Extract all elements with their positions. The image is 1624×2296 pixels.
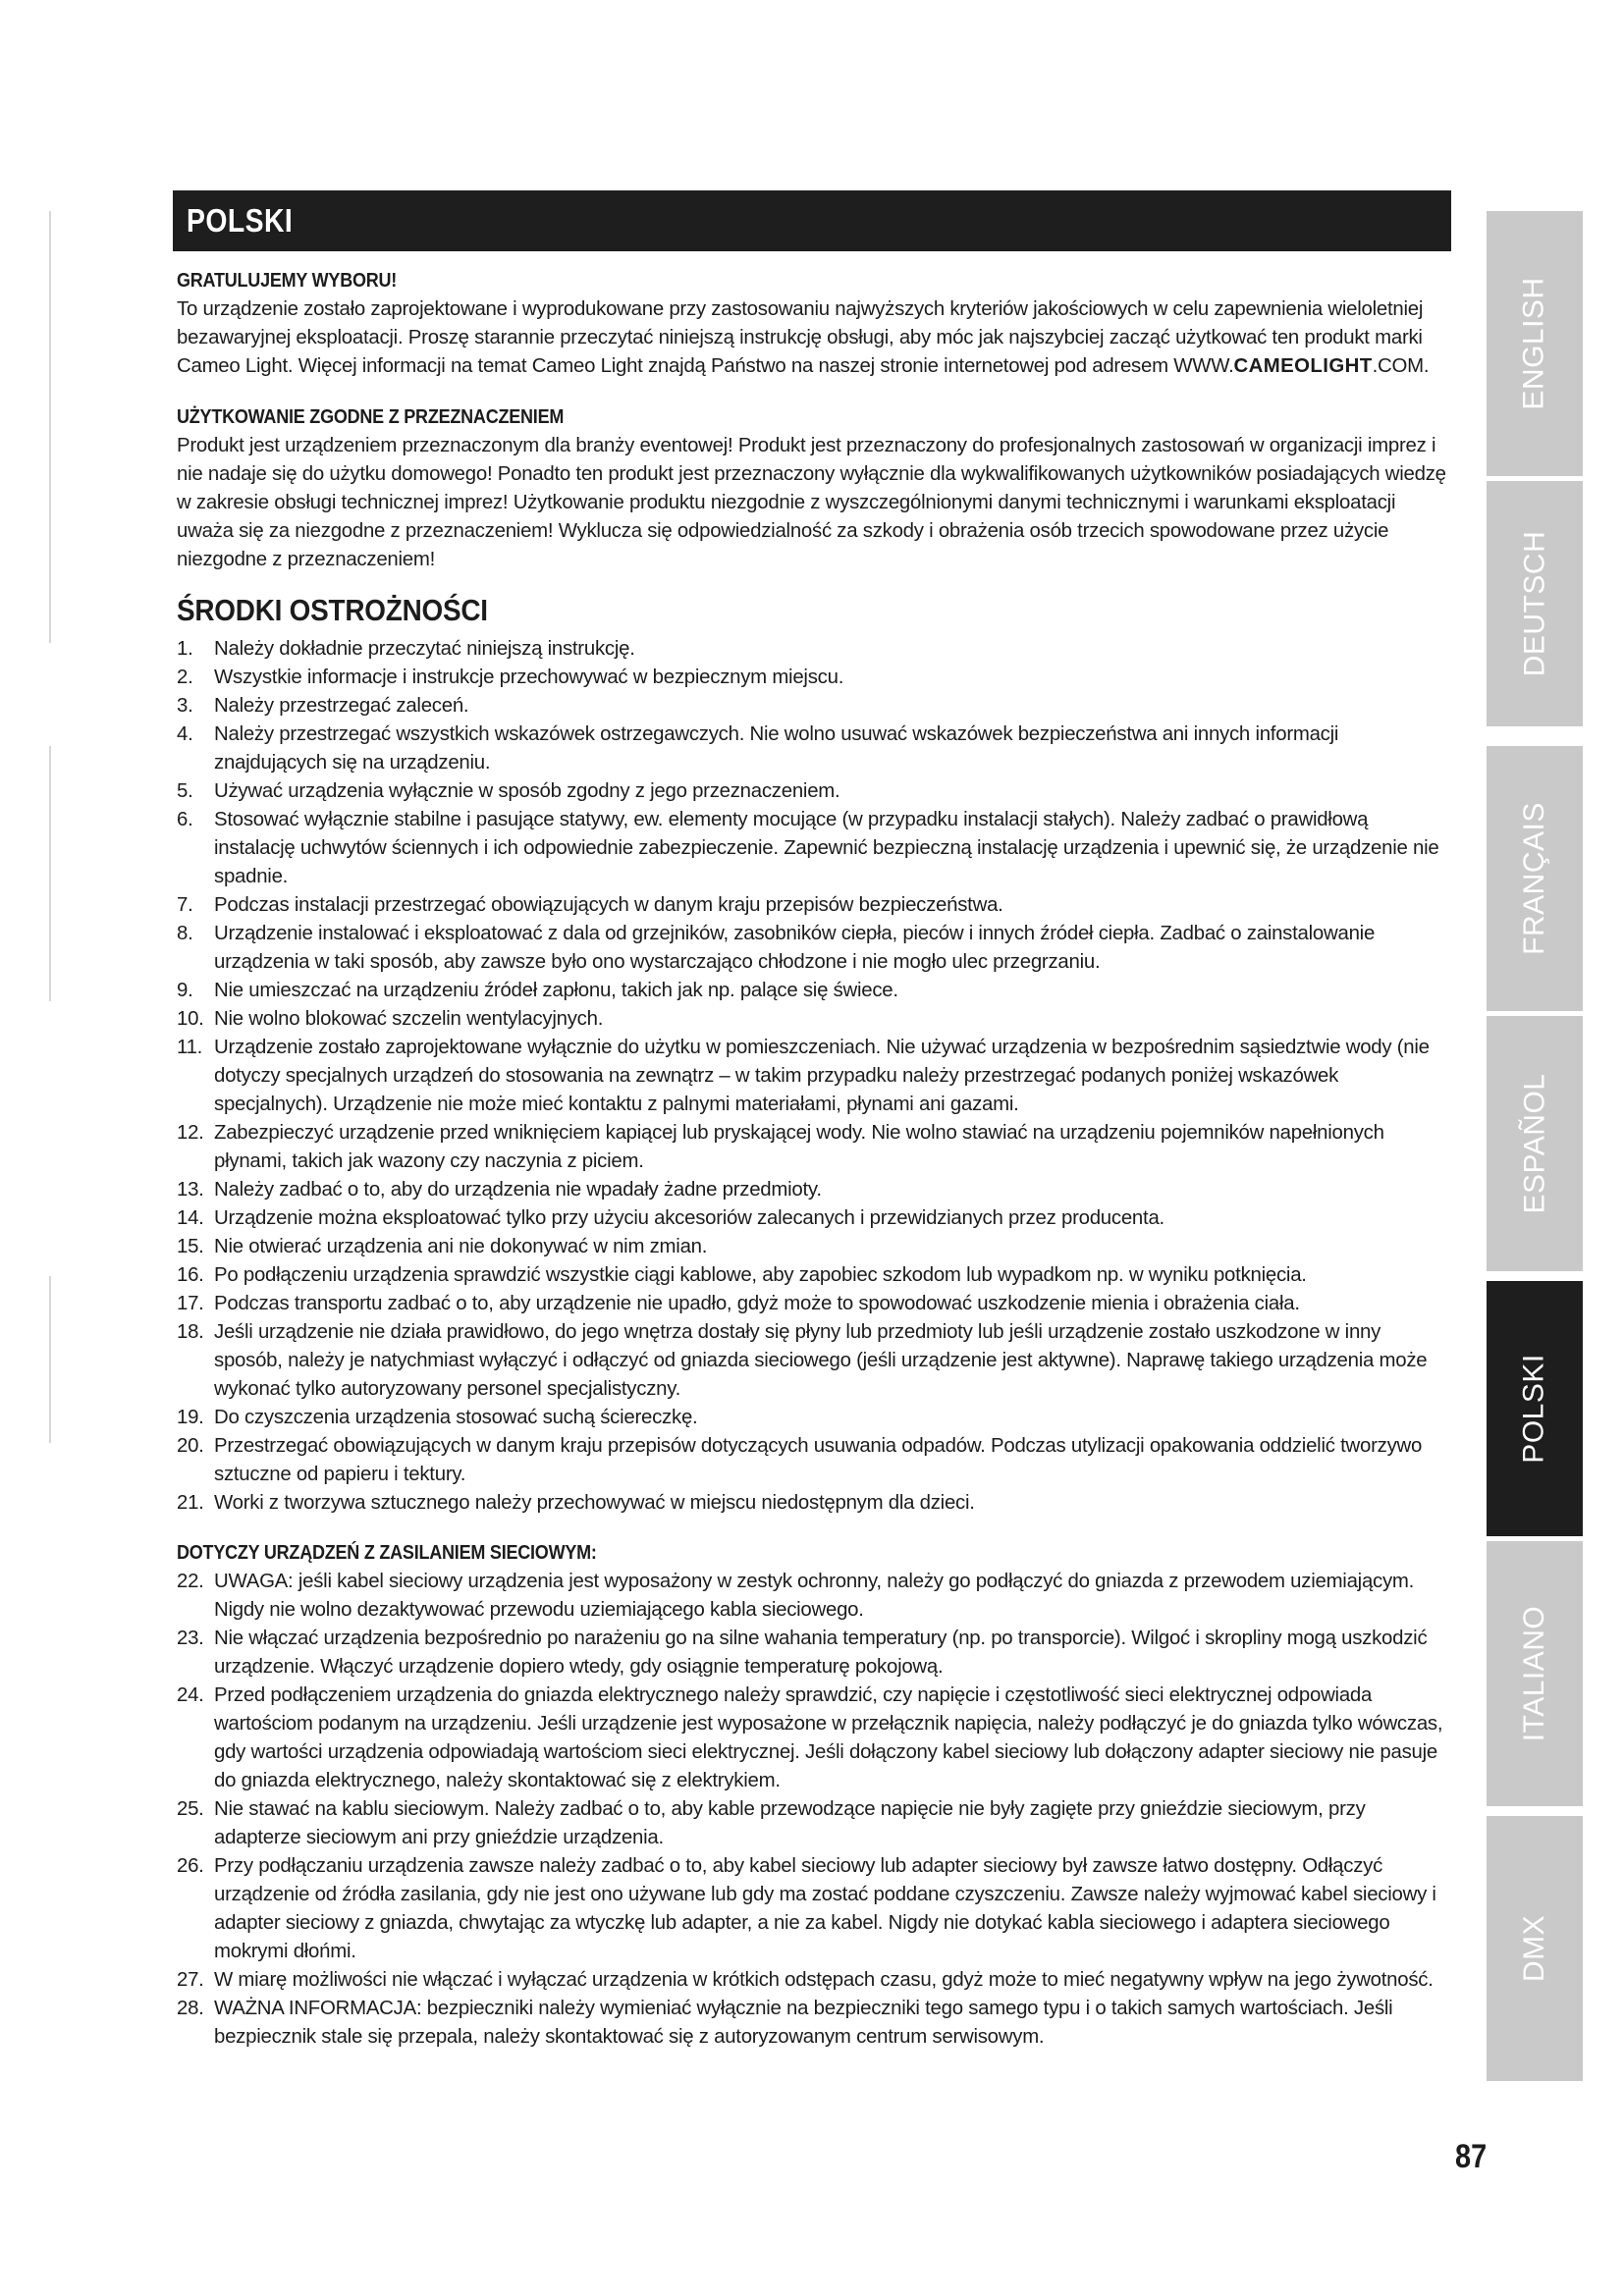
list-item bbox=[177, 777, 1453, 806]
list-item-text: W miarę możliwości nie włączać i wyłączać urządzenia w krótkich odstępach czasu, gdyż może to mieć negatywny wpływ na jego żywotność. bbox=[214, 1969, 1434, 1991]
list-item-text: Podczas transportu zadbać o to, aby urządzenie nie upadło, gdyż może to spowodować uszkodzenie mienia i obrażenia ciała. bbox=[214, 1293, 1300, 1314]
intended-use-text: Produkt jest urządzeniem przeznaczonym dla branży eventowej! Produkt jest przeznaczony do profesjonalnych zastosowań w organizacji imprez i nie nadaje się do użytku domowego! Ponadto ten produkt jest przeznaczony wyłącznie dla wykwalifikowanych użytkowników posiadających wiedzę w zakresie obsługi technicznej imprez! Użytkowanie produktu niezgodnie z wyszczególnionymi danymi technicznymi i warunkami eksploatacji uważa się za niezgodne z przeznaczeniem! Wyklucza się odpowiedzialność za szkody i obrażenia osób trzecich spowodowane przez użycie niezgodne z przeznaczeniem! bbox=[177, 435, 1446, 570]
list-item-text: Przestrzegać obowiązujących w danym kraju przepisów dotyczących usuwania odpadów. Podczas utylizacji opakowania oddzielić tworzywo sztuczne od papieru i tektury. bbox=[214, 1435, 1423, 1485]
list-item-text: Nie umieszczać na urządzeniu źródeł zapłonu, takich jak np. palące się świece. bbox=[214, 980, 898, 1001]
list-item bbox=[177, 1290, 1453, 1318]
list-item-text: UWAGA: jeśli kabel sieciowy urządzenia jest wyposażony w zestyk ochronny, należy go podłączyć do gniazda z przewodem uziemiającym. Nigdy nie wolno dezaktywować przewodu uziemiającego kabla sieciowego. bbox=[214, 1571, 1415, 1621]
list-item-text: Należy dokładnie przeczytać niniejszą instrukcję. bbox=[214, 638, 635, 660]
list-item-number: 3. bbox=[177, 695, 193, 717]
congrats-text bbox=[177, 295, 1453, 381]
list-item-number: 8. bbox=[177, 923, 193, 944]
language-header-title: POLSKI bbox=[187, 202, 294, 239]
list-item bbox=[177, 1404, 1453, 1432]
list-item bbox=[177, 1852, 1453, 1966]
list-item-number: 12. bbox=[177, 1122, 204, 1144]
list-item bbox=[177, 1119, 1453, 1176]
list-item-number: 7. bbox=[177, 894, 193, 916]
list-item-text: Po podłączeniu urządzenia sprawdzić wszystkie ciągi kablowe, aby zapobiec szkodom lub wypadkom np. w wyniku potknięcia. bbox=[214, 1264, 1307, 1286]
intended-use-heading: UŻYTKOWANIE ZGODNE Z PRZEZNACZENIEM bbox=[177, 406, 565, 428]
congrats-heading: GRATULUJEMY WYBORU! bbox=[177, 270, 398, 292]
list-item-text: Zabezpieczyć urządzenie przed wniknięciem kapiącej lub pryskającej wody. Nie wolno stawiać na urządzeniu pojemników napełnionych płynami, takich jak wazony czy naczynia z piciem. bbox=[214, 1122, 1384, 1172]
list-item-number: 25. bbox=[177, 1798, 204, 1820]
list-item-number: 26. bbox=[177, 1855, 204, 1877]
list-item-text: Nie wolno blokować szczelin wentylacyjnych. bbox=[214, 1008, 604, 1030]
list-item bbox=[177, 1625, 1453, 1682]
list-item-text: Nie stawać na kablu sieciowym. Należy zadbać o to, aby kable przewodzące napięcie nie były zagięte przy gnieździe sieciowym, przy adapterze sieciowym ani przy gnieździe urządzenia. bbox=[214, 1798, 1366, 1848]
list-item-text: Podczas instalacji przestrzegać obowiązujących w danym kraju przepisów bezpieczeństwa. bbox=[214, 894, 1003, 916]
tab-polski[interactable]: POLSKI bbox=[1487, 1281, 1583, 1536]
list-item-text: WAŻNA INFORMACJA: bezpieczniki należy wymieniać wyłącznie na bezpieczniki tego samego typu i o takich samych wartościach. Jeśli bezpiecznik stale się przepala, należy skontaktować się z autoryzowanym centrum serwisowym. bbox=[214, 1998, 1393, 2048]
list-item-number: 23. bbox=[177, 1628, 204, 1649]
list-item bbox=[177, 635, 1453, 664]
list-item bbox=[177, 692, 1453, 721]
tab-dmx[interactable]: DMX bbox=[1487, 1816, 1583, 2081]
list-item-text: Stosować wyłącznie stabilne i pasujące statywy, ew. elementy mocujące (w przypadku instalacji stałych). Należy zadbać o prawidłową instalację uchwytów ściennych i ich odpowiednie zabezpieczenie. Zapewnić bezpieczną instalację urządzenia i upewnić się, że urządzenie nie spadnie. bbox=[214, 809, 1439, 887]
list-item-text: Wszystkie informacje i instrukcje przechowywać w bezpiecznym miejscu. bbox=[214, 667, 844, 688]
list-item bbox=[177, 1204, 1453, 1233]
list-item-number: 13. bbox=[177, 1179, 204, 1201]
page-content bbox=[177, 267, 1453, 2052]
tab-english[interactable]: ENGLISH bbox=[1487, 211, 1583, 476]
mains-list bbox=[177, 1568, 1453, 2052]
list-item-number: 28. bbox=[177, 1998, 204, 2019]
list-item bbox=[177, 1233, 1453, 1261]
tab-italiano[interactable]: ITALIANO bbox=[1487, 1541, 1583, 1806]
list-item-number: 9. bbox=[177, 980, 193, 1001]
list-item bbox=[177, 1432, 1453, 1489]
list-item-text: Urządzenie instalować i eksploatować z dala od grzejników, zasobników ciepła, pieców i innych źródeł ciepła. Zadbać o zainstalowanie urządzenia w taki sposób, aby zawsze było ono wystarczająco chłodzone i nie mogło ulec przegrzaniu. bbox=[214, 923, 1376, 973]
list-item bbox=[177, 1318, 1453, 1404]
list-item-number: 19. bbox=[177, 1407, 204, 1428]
website-url: WWW.CAMEOLIGHT.COM. bbox=[1173, 355, 1430, 377]
margin-line-low bbox=[49, 1276, 51, 1443]
tab-francais[interactable]: FRANÇAIS bbox=[1487, 746, 1583, 1011]
list-item-number: 22. bbox=[177, 1571, 204, 1592]
margin-line-top bbox=[49, 211, 51, 643]
list-item bbox=[177, 721, 1453, 777]
tab-deutsch[interactable]: DEUTSCH bbox=[1487, 481, 1583, 726]
list-item-text: Urządzenie zostało zaprojektowane wyłącznie do użytku w pomieszczeniach. Nie używać urządzenia w bezpośrednim sąsiedztwie wody (nie dotyczy specjalnych urządzeń do stosowania na zewnątrz – w takim przypadku należy przestrzegać podanych poniżej wskazówek specjalnych). Urządzenie nie może mieć kontaktu z palnymi materiałami, płynami ani gazami. bbox=[214, 1037, 1430, 1115]
margin-line-mid bbox=[49, 746, 51, 1001]
list-item-number: 15. bbox=[177, 1236, 204, 1257]
tab-espanol[interactable]: ESPAÑOL bbox=[1487, 1016, 1583, 1271]
list-item-number: 16. bbox=[177, 1264, 204, 1286]
list-item bbox=[177, 977, 1453, 1005]
list-item-text: Przy podłączaniu urządzenia zawsze należy zadbać o to, aby kabel sieciowy lub adapter sieciowy był zawsze łatwo dostępny. Odłączyć urządzenie od źródła zasilania, gdy nie jest ono używane lub gdy ma zostać poddane czyszczeniu. Zawsze należy wyjmować kabel sieciowy i adapter sieciowy z gniazda, chwytając za wtyczkę lub adapter, a nie za kabel. Nigdy nie dotykać kabla sieciowego i adaptera sieciowego mokrymi dłońmi. bbox=[214, 1855, 1436, 1962]
language-header-bar bbox=[173, 190, 1451, 251]
list-item-text: Należy przestrzegać zaleceń. bbox=[214, 695, 469, 717]
list-item bbox=[177, 664, 1453, 692]
list-item bbox=[177, 1176, 1453, 1204]
list-item bbox=[177, 1966, 1453, 1995]
list-item bbox=[177, 891, 1453, 920]
list-item bbox=[177, 1995, 1453, 2052]
list-item-number: 11. bbox=[177, 1037, 203, 1058]
list-item-number: 1. bbox=[177, 638, 193, 660]
list-item-number: 2. bbox=[177, 667, 193, 688]
precautions-list bbox=[177, 635, 1453, 1518]
list-item-number: 21. bbox=[177, 1492, 204, 1514]
list-item-number: 24. bbox=[177, 1684, 204, 1706]
list-item-text: Należy przestrzegać wszystkich wskazówek ostrzegawczych. Nie wolno usuwać wskazówek bezpieczeństwa ani innych informacji znajdujących się na urządzeniu. bbox=[214, 723, 1339, 774]
congrats-body: To urządzenie zostało zaprojektowane i wyprodukowane przy zastosowaniu najwyższych kryteriów jakościowych w celu zapewnienia wieloletniej bezawaryjnej eksploatacji. Proszę starannie przeczytać niniejszą instrukcję obsługi, aby móc jak najszybciej zacząć użytkować ten produkt marki Cameo Light. Więcej informacji na temat Cameo Light znajdą Państwo na naszej stronie internetowej pod adresem bbox=[177, 298, 1424, 377]
list-item-number: 17. bbox=[177, 1293, 204, 1314]
list-item-text: Nie włączać urządzenia bezpośrednio po narażeniu go na silne wahania temperatury (np. po transporcie). Wilgoć i skropliny mogą uszkodzić urządzenie. Włączyć urządzenie dopiero wtedy, gdy osiągnie temperaturę pokojową. bbox=[214, 1628, 1428, 1678]
list-item bbox=[177, 1034, 1453, 1119]
list-item-number: 14. bbox=[177, 1207, 204, 1229]
list-item bbox=[177, 1795, 1453, 1852]
page-number: 87 bbox=[1455, 2138, 1488, 2175]
list-item-text: Jeśli urządzenie nie działa prawidłowo, do jego wnętrza dostały się płyny lub przedmioty lub jeśli urządzenie zostało uszkodzone w inny sposób, należy je natychmiast wyłączyć i odłączyć od gniazda sieciowego (jeśli urządzenie jest aktywne). Naprawę takiego urządzenia może wykonać tylko autoryzowany personel specjalistyczny. bbox=[214, 1321, 1428, 1400]
list-item-number: 18. bbox=[177, 1321, 204, 1343]
list-item-text: Należy zadbać o to, aby do urządzenia nie wpadały żadne przedmioty. bbox=[214, 1179, 822, 1201]
list-item bbox=[177, 1261, 1453, 1290]
precautions-heading: ŚRODKI OSTROŻNOŚCI bbox=[177, 593, 488, 627]
list-item bbox=[177, 1005, 1453, 1034]
list-item-number: 5. bbox=[177, 780, 193, 802]
list-item-text: Nie otwierać urządzenia ani nie dokonywać w nim zmian. bbox=[214, 1236, 708, 1257]
list-item bbox=[177, 1489, 1453, 1518]
list-item-text: Urządzenie można eksploatować tylko przy użyciu akcesoriów zalecanych i przewidzianych przez producenta. bbox=[214, 1207, 1164, 1229]
list-item bbox=[177, 1682, 1453, 1795]
list-item-number: 20. bbox=[177, 1435, 204, 1457]
mains-heading: DOTYCZY URZĄDZEŃ Z ZASILANIEM SIECIOWYM: bbox=[177, 1542, 597, 1564]
list-item bbox=[177, 920, 1453, 977]
list-item-number: 27. bbox=[177, 1969, 204, 1991]
list-item-number: 10. bbox=[177, 1008, 204, 1030]
list-item-number: 4. bbox=[177, 723, 193, 745]
list-item-text: Worki z tworzywa sztucznego należy przechowywać w miejscu niedostępnym dla dzieci. bbox=[214, 1492, 975, 1514]
list-item bbox=[177, 1568, 1453, 1625]
list-item bbox=[177, 806, 1453, 891]
list-item-text: Przed podłączeniem urządzenia do gniazda elektrycznego należy sprawdzić, czy napięcie i częstotliwość sieci elektrycznej odpowiada wartościom podanym na urządzeniu. Jeśli urządzenie jest wyposażone w przełącznik napięcia, należy podłączyć je do gniazda tylko wówczas, gdy wartości urządzenia odpowiadają wartościom sieci elektrycznej. Jeśli dołączony kabel sieciowy lub dołączony adapter sieciowy nie pasuje do gniazda elektrycznego, należy skontaktować się z elektrykiem. bbox=[214, 1684, 1443, 1791]
list-item-text: Do czyszczenia urządzenia stosować suchą ściereczkę. bbox=[214, 1407, 698, 1428]
list-item-text: Używać urządzenia wyłącznie w sposób zgodny z jego przeznaczeniem. bbox=[214, 780, 840, 802]
list-item-number: 6. bbox=[177, 809, 193, 830]
